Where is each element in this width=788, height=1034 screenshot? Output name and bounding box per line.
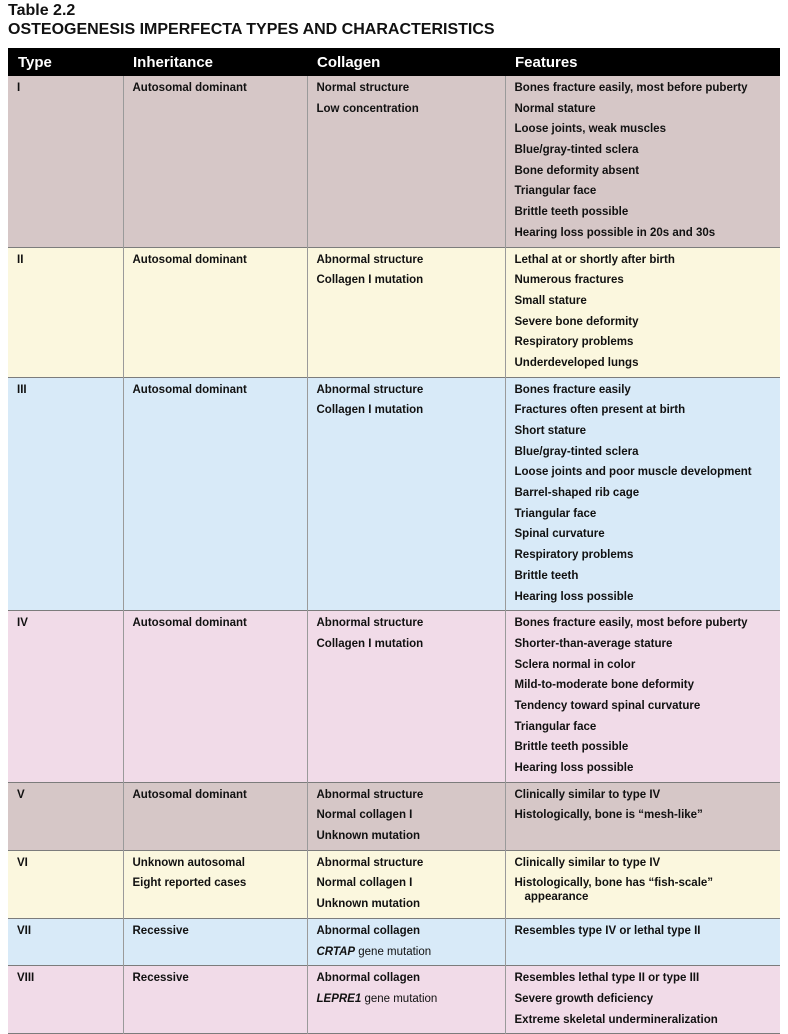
collagen-cell: [307, 782, 505, 850]
type-cell: [8, 850, 123, 918]
feature-line: Bones fracture easily: [514, 383, 631, 396]
collagen-line: Unknown mutation: [316, 830, 420, 843]
type-cell: [8, 377, 123, 611]
feature-line: Bone deformity absent: [514, 164, 640, 177]
feature-line: Brittle teeth: [514, 569, 579, 582]
feature-line: Loose joints and poor muscle development: [514, 466, 752, 479]
type-label: VI: [17, 856, 28, 869]
collagen-line: Normal collagen I: [316, 877, 413, 890]
features-cell: [505, 377, 780, 611]
feature-line: Hearing loss possible in 20s and 30s: [514, 226, 716, 239]
collagen-cell: [307, 850, 505, 918]
features-cell: [505, 611, 780, 783]
inheritance-line: Recessive: [132, 972, 189, 985]
collagen-gene-line: [317, 992, 501, 1013]
type-label: VIII: [17, 972, 35, 985]
feature-line: Short stature: [514, 425, 587, 437]
gene-name: CRTAP: [316, 945, 356, 958]
header-features: Features: [505, 48, 780, 76]
feature-line: Underdeveloped lungs: [514, 356, 639, 369]
collagen-line: Abnormal structure: [316, 383, 424, 396]
features-cell: [505, 76, 780, 247]
inheritance-line: Unknown autosomal: [132, 856, 245, 869]
inheritance-cell: [123, 611, 307, 783]
feature-line: Loose joints, weak muscles: [514, 123, 666, 136]
collagen-cell: [307, 611, 505, 783]
collagen-cell: [307, 918, 505, 965]
collagen-line: Collagen I mutation: [316, 637, 424, 650]
feature-line: Sclera normal in color: [514, 658, 636, 671]
header-inheritance: Inheritance: [123, 48, 307, 76]
collagen-line: Abnormal structure: [316, 617, 424, 630]
collagen-cell: [307, 247, 505, 377]
collagen-line: Abnormal structure: [316, 788, 424, 801]
feature-line: Extreme skeletal undermineralization: [514, 1013, 718, 1026]
inheritance-line: Autosomal dominant: [132, 617, 247, 630]
type-cell: [8, 247, 123, 377]
collagen-line: Unknown mutation: [316, 898, 420, 911]
type-label: II: [17, 253, 24, 266]
inheritance-line: Autosomal dominant: [132, 253, 247, 266]
feature-line: Numerous fractures: [514, 274, 624, 287]
table-row: [8, 76, 780, 247]
collagen-line: Abnormal structure: [316, 856, 424, 869]
type-label: IV: [17, 617, 28, 630]
table-caption: [8, 2, 495, 40]
type-cell: [8, 782, 123, 850]
table-number: Table 2.2: [8, 2, 76, 19]
collagen-cell: [307, 377, 505, 611]
table-row: [8, 247, 780, 377]
feature-line: Brittle teeth possible: [514, 206, 629, 219]
gene-name: LEPRE1: [316, 992, 362, 1005]
collagen-line: Abnormal collagen: [316, 924, 421, 937]
feature-line: Triangular face: [514, 507, 597, 520]
features-cell: [505, 918, 780, 965]
feature-line: Hearing loss possible: [514, 762, 634, 774]
table-header-row: [8, 48, 780, 76]
feature-line: Spinal curvature: [514, 528, 605, 541]
collagen-gene-line: [317, 945, 501, 966]
collagen-line: Low concentration: [316, 102, 419, 115]
collagen-cell: [307, 76, 505, 247]
feature-line: Severe growth deficiency: [514, 992, 654, 1005]
oi-types-table: [8, 48, 780, 1034]
type-label: III: [17, 383, 27, 396]
inheritance-cell: [123, 850, 307, 918]
features-cell: [505, 850, 780, 918]
features-cell: [505, 247, 780, 377]
inheritance-cell: [123, 247, 307, 377]
feature-line: Fractures often present at birth: [514, 404, 686, 417]
collagen-line: Abnormal collagen: [316, 972, 421, 985]
inheritance-line: Autosomal dominant: [132, 82, 247, 94]
feature-line: Histologically, bone is “mesh-like”: [514, 809, 703, 822]
type-label: I: [17, 82, 21, 94]
feature-line: Mild-to-moderate bone deformity: [514, 679, 695, 692]
inheritance-line: Eight reported cases: [132, 877, 247, 890]
inheritance-line: Autosomal dominant: [132, 788, 247, 801]
feature-line: Blue/gray-tinted sclera: [514, 144, 639, 157]
table-row: [8, 850, 780, 918]
collagen-line: Collagen I mutation: [316, 404, 424, 417]
collagen-line: Abnormal structure: [316, 253, 424, 266]
inheritance-line: Recessive: [132, 924, 189, 937]
table-row: [8, 918, 780, 965]
feature-line: Respiratory problems: [514, 549, 634, 562]
feature-line: Hearing loss possible: [514, 590, 634, 603]
feature-line: Shorter-than-average stature: [514, 637, 673, 650]
inheritance-cell: [123, 76, 307, 247]
feature-line: Normal stature: [514, 102, 596, 115]
table-row: [8, 611, 780, 783]
feature-line-part: Histologically, bone has “fish-scale”: [514, 877, 714, 890]
feature-line: Triangular face: [514, 185, 597, 198]
feature-line: Lethal at or shortly after birth: [514, 253, 675, 266]
inheritance-cell: [123, 782, 307, 850]
feature-line: Resembles lethal type II or type III: [514, 972, 700, 985]
feature-line: Tendency toward spinal curvature: [514, 699, 701, 712]
feature-line: Respiratory problems: [514, 336, 634, 349]
type-cell: [8, 611, 123, 783]
inheritance-cell: [123, 918, 307, 965]
gene-suffix: gene mutation: [361, 992, 438, 1005]
type-label: VII: [17, 924, 32, 937]
feature-line: Brittle teeth possible: [514, 741, 629, 754]
feature-line: Clinically similar to type IV: [514, 856, 661, 869]
feature-line: Clinically similar to type IV: [514, 788, 661, 801]
collagen-line: Collagen I mutation: [316, 274, 424, 287]
features-cell: [505, 782, 780, 850]
inheritance-line: Autosomal dominant: [132, 383, 247, 396]
collagen-line: Normal collagen I: [316, 809, 413, 822]
table-title: OSTEOGENESIS IMPERFECTA TYPES AND CHARACTERISTICS: [8, 21, 495, 38]
type-cell: [8, 76, 123, 247]
header-type: Type: [8, 48, 123, 76]
feature-line-continuation: appearance: [524, 891, 589, 904]
feature-line: Small stature: [514, 294, 587, 307]
feature-line: Triangular face: [514, 720, 597, 733]
feature-line: Bones fracture easily, most before puberty: [514, 617, 748, 630]
feature-line: Blue/gray-tinted sclera: [514, 445, 639, 458]
feature-line: Severe bone deformity: [514, 315, 639, 328]
feature-line: Resembles type IV or lethal type II: [514, 924, 701, 937]
feature-line: Bones fracture easily, most before puberty: [514, 82, 748, 94]
gene-suffix: gene mutation: [355, 945, 432, 958]
feature-line-wrapped: [515, 876, 777, 910]
feature-line: Barrel-shaped rib cage: [514, 487, 640, 500]
inheritance-cell: [123, 377, 307, 611]
header-collagen: Collagen: [307, 48, 505, 76]
type-label: V: [17, 788, 25, 801]
table-row: [8, 782, 780, 850]
collagen-line: Normal structure: [316, 82, 410, 94]
table-row: [8, 377, 780, 611]
type-cell: [8, 918, 123, 965]
